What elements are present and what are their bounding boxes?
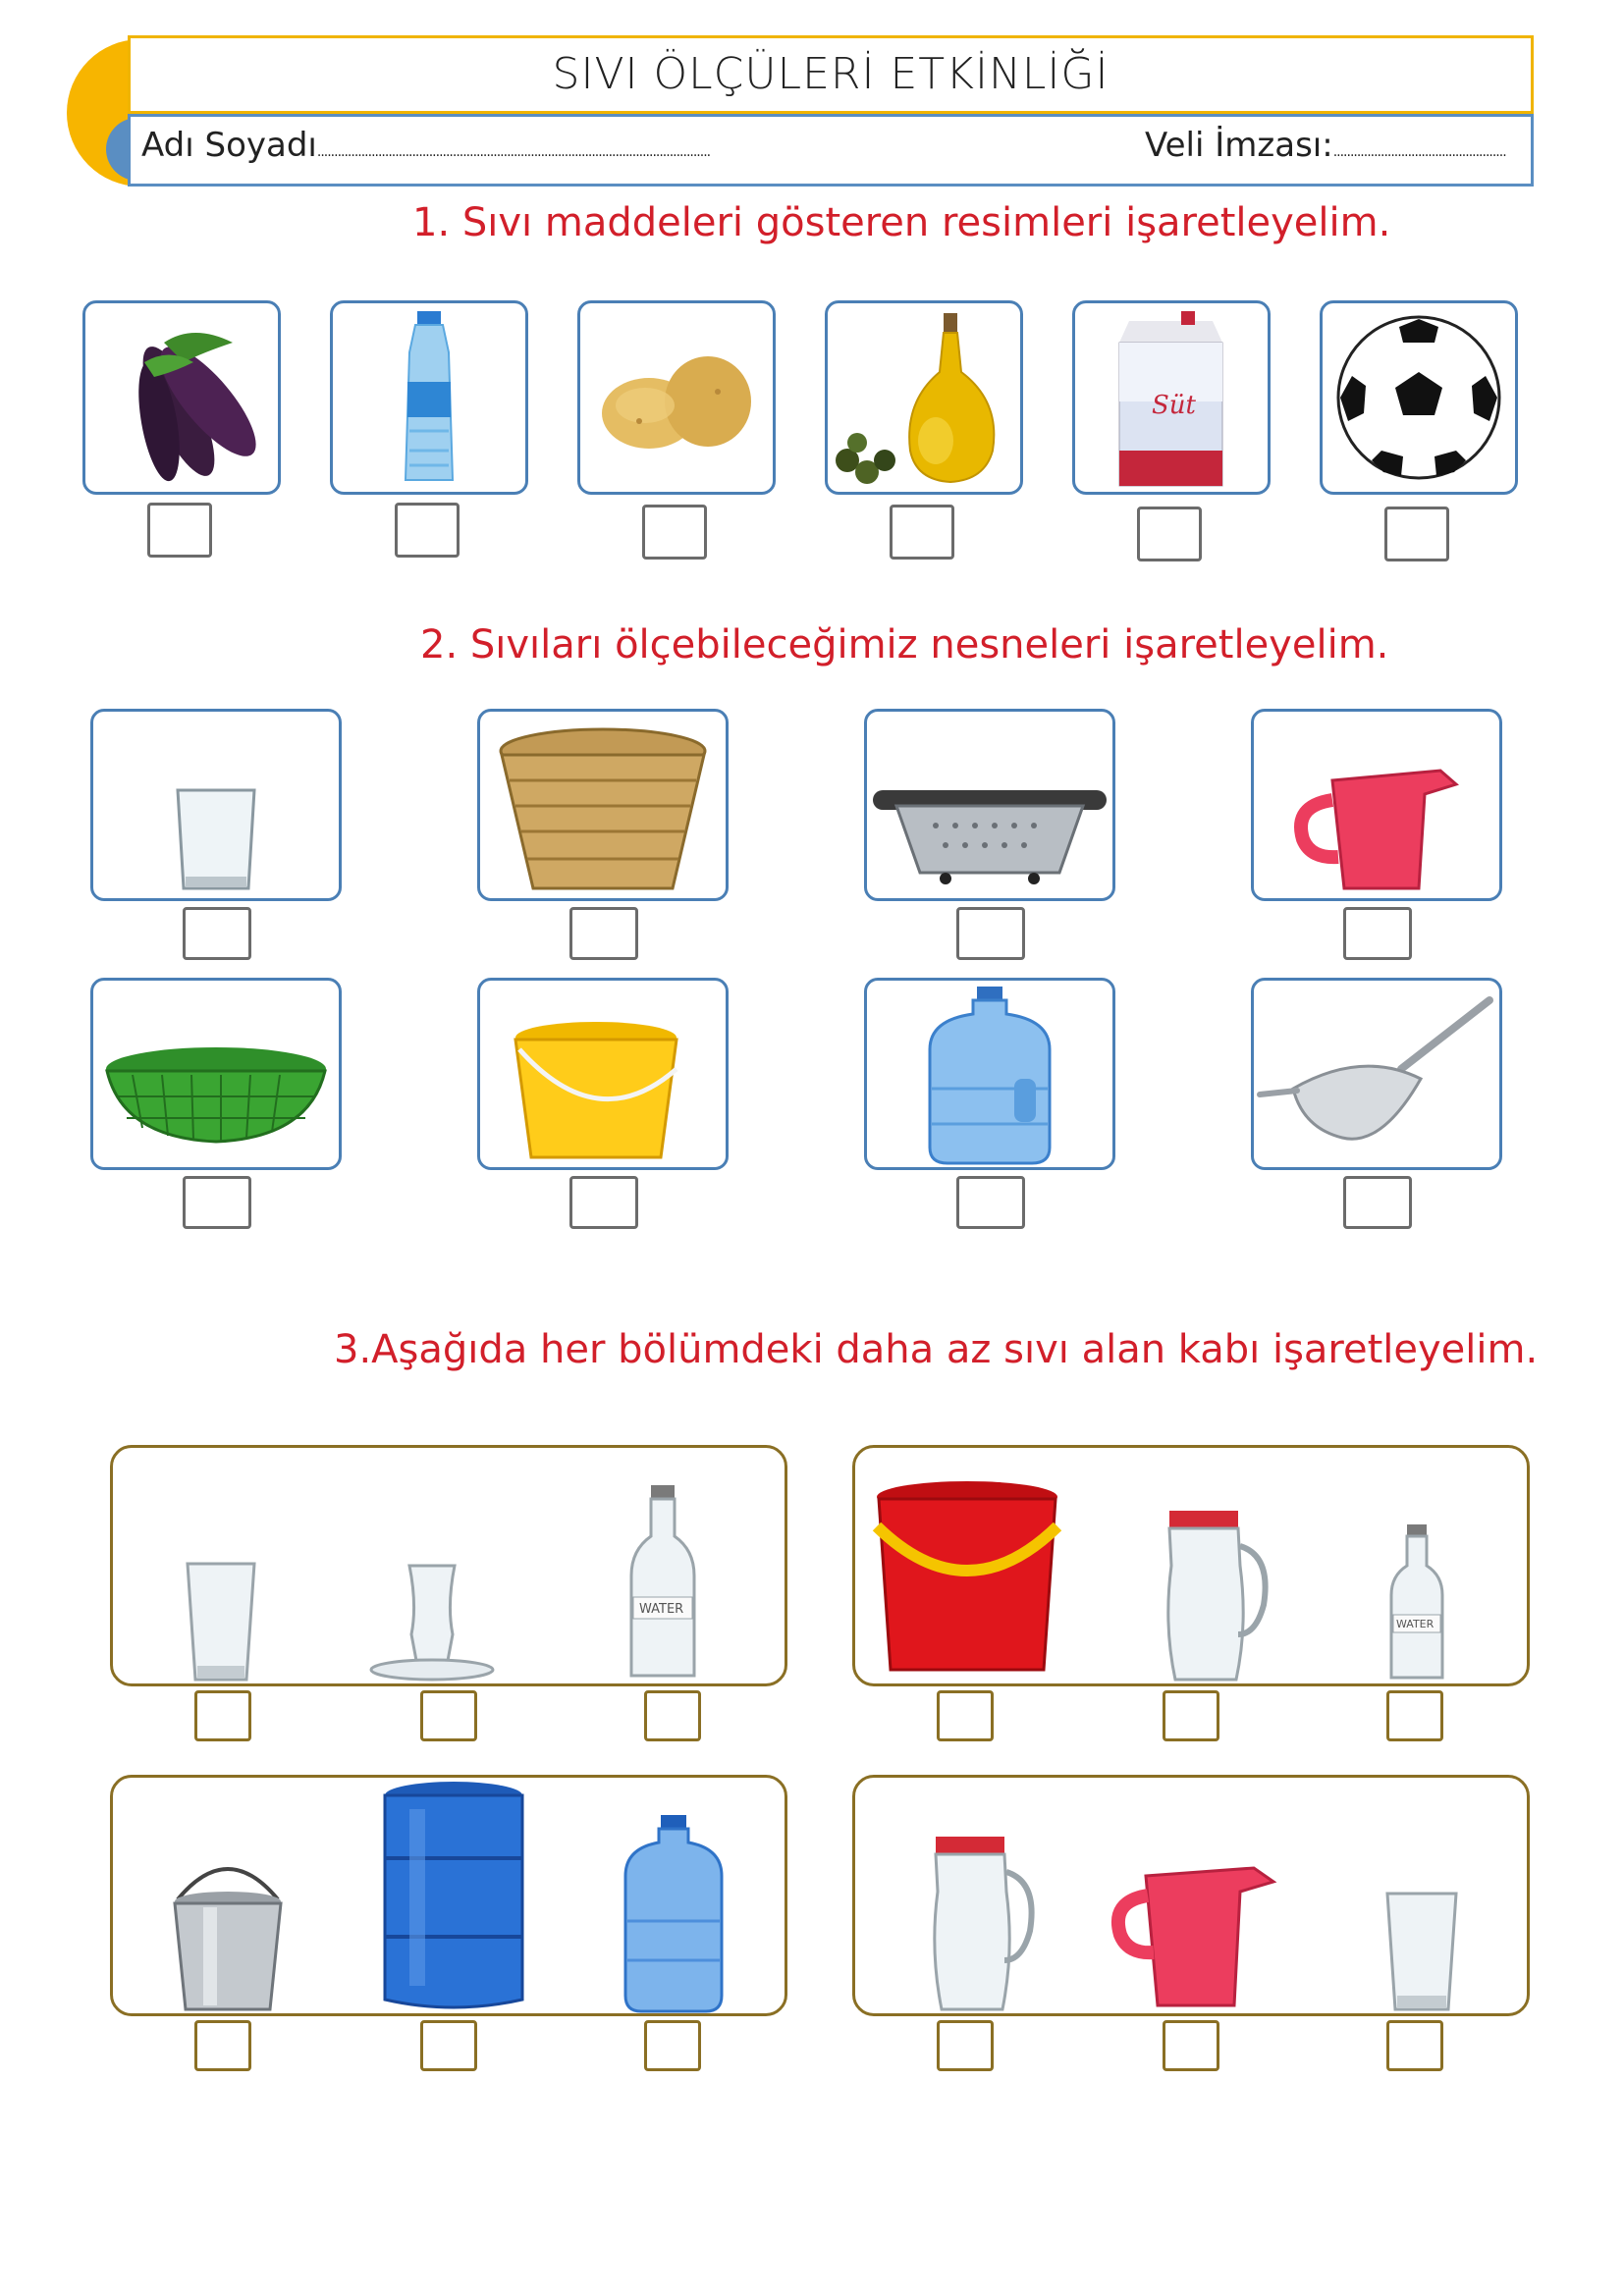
signature-label [1145, 126, 1506, 165]
q3-group-2 [852, 1445, 1530, 1686]
q1-checkbox-6[interactable] [1384, 507, 1449, 561]
q1-item-eggplant [82, 300, 281, 495]
q3-g2-checkbox-1[interactable] [937, 1690, 994, 1741]
q3-g4-checkbox-1[interactable] [937, 2020, 994, 2071]
q2-item-pink-jug [1251, 709, 1502, 901]
q3-group-4 [852, 1775, 1530, 2016]
q3-g3-checkbox-1[interactable] [194, 2020, 251, 2071]
q3-g1-checkbox-1[interactable] [194, 1690, 251, 1741]
name-label [141, 126, 710, 165]
wicker-basket-icon [480, 712, 726, 898]
glass-pitcher-icon [912, 1833, 1040, 2015]
milk-carton-icon [1075, 303, 1268, 492]
milk-label: Süt [1152, 391, 1197, 420]
eggplant-icon [85, 303, 278, 492]
q3-group-1 [110, 1445, 787, 1686]
q2-item-glass [90, 709, 342, 901]
q2-checkbox-4[interactable] [1343, 907, 1412, 960]
glass-bottle-icon [623, 1481, 702, 1685]
signature-label-text: Veli İmzası: [1145, 126, 1333, 165]
pink-jug-icon [1254, 712, 1499, 898]
q3-group-3 [110, 1775, 787, 2016]
water-jug-icon [620, 1813, 728, 2017]
tea-glass-icon [368, 1556, 496, 1683]
tall-glass-icon [172, 1556, 270, 1683]
q2-item-green-basket [90, 978, 342, 1170]
water-jug-icon [867, 981, 1112, 1167]
olive-oil-icon [828, 303, 1020, 492]
q1-item-milk-carton [1072, 300, 1271, 495]
bottle-label-2: WATER [1396, 1618, 1435, 1630]
q3-g3-checkbox-2[interactable] [420, 2020, 477, 2071]
question-1-title: 1. Sıvı maddeleri gösteren resimleri işaretleyelim. [412, 200, 1391, 245]
q2-item-colander [864, 709, 1115, 901]
q1-checkbox-2[interactable] [395, 503, 460, 558]
bottle-label-1: WATER [639, 1602, 684, 1617]
soccer-ball-icon [1323, 303, 1515, 492]
q2-item-strainer [1251, 978, 1502, 1170]
green-basket-icon [93, 981, 339, 1167]
pink-jug-icon [1107, 1856, 1283, 2013]
question-3-title: 3.Aşağıda her bölümdeki daha az sıvı alan kabı işaretleyelim. [334, 1327, 1539, 1372]
glass-pitcher-icon [1146, 1507, 1273, 1685]
q1-checkbox-5[interactable] [1137, 507, 1202, 561]
q1-checkbox-1[interactable] [147, 503, 212, 558]
q2-item-wicker-basket [477, 709, 729, 901]
question-2-title: 2. Sıvıları ölçebileceğimiz nesneleri işaretleyelim. [420, 622, 1389, 667]
q3-g2-checkbox-3[interactable] [1386, 1690, 1443, 1741]
q3-g3-checkbox-3[interactable] [644, 2020, 701, 2071]
q2-checkbox-1[interactable] [183, 907, 251, 960]
worksheet-title: SIVI ÖLÇÜLERİ ETKİNLİĞİ [552, 49, 1110, 99]
metal-bucket-icon [164, 1848, 292, 2015]
q2-checkbox-5[interactable] [183, 1176, 251, 1229]
strainer-icon [1254, 981, 1499, 1167]
q1-item-water-bottle [330, 300, 528, 495]
q3-g4-checkbox-3[interactable] [1386, 2020, 1443, 2071]
q1-item-olive-oil [825, 300, 1023, 495]
blue-barrel-icon [380, 1780, 527, 2015]
q3-g2-checkbox-2[interactable] [1163, 1690, 1219, 1741]
potatoes-icon [580, 303, 773, 492]
q2-checkbox-2[interactable] [569, 907, 638, 960]
q2-checkbox-7[interactable] [956, 1176, 1025, 1229]
q2-checkbox-8[interactable] [1343, 1176, 1412, 1229]
red-bucket-icon [869, 1477, 1065, 1683]
q3-g1-checkbox-2[interactable] [420, 1690, 477, 1741]
tall-glass-icon [1378, 1888, 1466, 2015]
q1-item-potatoes [577, 300, 776, 495]
colander-icon [867, 712, 1112, 898]
q3-g1-checkbox-3[interactable] [644, 1690, 701, 1741]
q2-checkbox-3[interactable] [956, 907, 1025, 960]
signature-dots[interactable]: ................................................... [1332, 144, 1506, 160]
yellow-bucket-icon [480, 981, 726, 1167]
q1-checkbox-3[interactable] [642, 505, 707, 560]
q2-checkbox-6[interactable] [569, 1176, 638, 1229]
name-label-text: Adı Soyadı [141, 126, 317, 165]
q1-checkbox-4[interactable] [890, 505, 954, 560]
q3-g4-checkbox-2[interactable] [1163, 2020, 1219, 2071]
water-bottle-icon [333, 303, 525, 492]
glass-icon [93, 712, 339, 898]
name-dots[interactable]: .................................................................................................................... [316, 144, 711, 160]
q1-item-soccer-ball [1320, 300, 1518, 495]
q2-item-yellow-bucket [477, 978, 729, 1170]
q2-item-water-jug [864, 978, 1115, 1170]
glass-bottle-icon [1387, 1521, 1446, 1685]
